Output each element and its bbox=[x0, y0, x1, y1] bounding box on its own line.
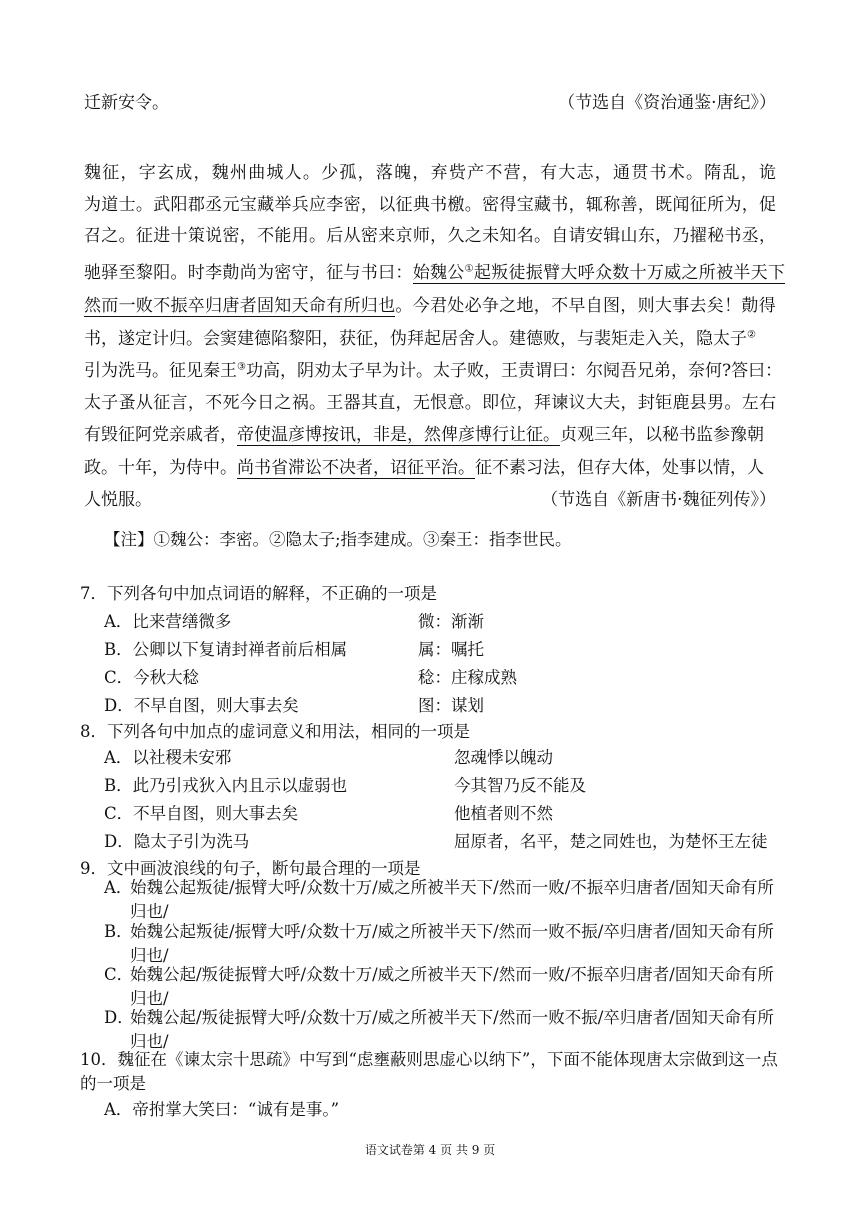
underlined-sentence: 帝使温彦博按讯，非是，然俾彦博行让征。 bbox=[237, 425, 560, 445]
passage-text: 书，遂定计归。会窦建德陷黎阳，获征，伪拜起居舍人。建德败，与裴矩走入关，隐太子 bbox=[84, 329, 747, 349]
page-footer: 语文试卷第 4 页 共 9 页 bbox=[364, 1143, 496, 1157]
q8-option-b-pair: 今其智乃反不能及 bbox=[454, 776, 586, 795]
q9-option-c bbox=[104, 963, 776, 1011]
underlined-sentence: 尚书省滞讼不决者，诏征平治。 bbox=[237, 458, 475, 478]
source-citation-2: （节选自《新唐书·魏征列传》） bbox=[541, 490, 776, 510]
passage-end-text: 迁新安令。 bbox=[84, 93, 169, 113]
passage-text: 政。十年，为侍中。 bbox=[84, 458, 237, 478]
passage-line bbox=[84, 420, 776, 445]
passage-line: 为道士。武阳郡丞元宝藏举兵应李密，以征典书檄。密得宝藏书，辄称善，既闻征所为，促 bbox=[84, 195, 776, 215]
question-10-stem: 10．魏征在《谏太宗十思疏》中写到“虑壅蔽则思虚心以纳下”，下面不能体现唐太宗做到这一点的一项是 bbox=[80, 1050, 778, 1093]
passage-line bbox=[84, 453, 776, 478]
wavy-sentence-part: 起叛徒振臂大呼众数十万威之所被半天下 bbox=[473, 263, 786, 283]
passage-text: 贞观三年，以秘书监参豫朝 bbox=[560, 425, 764, 445]
q7-option-d: D．不早自图，则大事去矣 bbox=[104, 696, 299, 715]
wavy-sentence-part: 然而一败不振卒归唐者固知天命有所归也 bbox=[84, 296, 396, 316]
q9-option-b bbox=[104, 920, 776, 968]
q8-option-b: B．此乃引戎狄入内且示以虚弱也 bbox=[104, 776, 348, 795]
passage-line: 太子蚤从征言，不死今日之祸。王器其直，无恨意。即位，拜谏议大夫，封钜鹿县男。左右 bbox=[84, 393, 776, 413]
option-label: D． bbox=[104, 1008, 134, 1027]
q7-option-c: C．今秋大稔 bbox=[104, 668, 200, 687]
passage-line bbox=[84, 356, 783, 381]
passage-text: 功高，阴劝太子早为计。太子败，王责谓曰：尔阋吾兄弟，奈何?答曰： bbox=[245, 361, 783, 381]
q10-option-a: A．帝拊掌大笑曰：“诚有是事。” bbox=[104, 1100, 340, 1119]
passage-end-line bbox=[84, 485, 776, 510]
passage-text: 人悦服。 bbox=[84, 490, 152, 510]
q8-option-a-pair: 忽魂悸以魄动 bbox=[454, 748, 553, 767]
passage-line bbox=[84, 291, 776, 316]
footnote-marker: ② bbox=[747, 329, 756, 341]
option-label: A． bbox=[104, 878, 133, 897]
passage-line: 魏征，字玄成，魏州曲城人。少孤，落魄，弃赀产不营，有大志，通贯书术。隋乱，诡 bbox=[84, 163, 776, 183]
q7-option-d-gloss: 图：谋划 bbox=[418, 696, 484, 715]
wavy-sentence bbox=[413, 263, 786, 284]
q8-option-c: C．不早自图，则大事去矣 bbox=[104, 804, 299, 823]
q8-option-d-pair: 屈原者，名平，楚之同姓也，为楚怀王左徒 bbox=[454, 832, 768, 851]
q8-option-d: D．隐太子引为洗马 bbox=[104, 832, 250, 851]
option-label: C． bbox=[104, 965, 134, 984]
q7-option-a: A．比来营缮微多 bbox=[104, 612, 232, 631]
question-7-stem: 7．下列各句中加点词语的解释，不正确的一项是 bbox=[80, 584, 437, 603]
passage-line bbox=[84, 324, 776, 349]
footnote: 【注】①魏公：李密。②隐太子;指李建成。③秦王：指李世民。 bbox=[104, 530, 572, 549]
passage-text: 驰驿至黎阳。时李勣尚为密守，征与书曰： bbox=[84, 263, 413, 283]
q7-option-b: B．公卿以下复请封禅者前后相属 bbox=[104, 640, 348, 659]
passage-text: 引为洗马。征见秦王 bbox=[84, 361, 237, 381]
source-citation-1: （节选自《资治通鉴·唐纪》） bbox=[558, 93, 776, 113]
option-text: 始魏公起/叛徒振臂大呼/众数十万/威之所被半天下/然而一败/不振卒归唐者/固知天命有所归也/ bbox=[130, 965, 774, 1008]
q8-option-a: A．以社稷未安邪 bbox=[104, 748, 232, 767]
option-text: 始魏公起叛徒/振臂大呼/众数十万/威之所被半天下/然而一败不振/卒归唐者/固知天命有所归也/ bbox=[130, 922, 774, 965]
footnote-marker: ① bbox=[464, 263, 474, 275]
option-label: B． bbox=[104, 922, 133, 941]
q7-option-b-gloss: 属：嘱托 bbox=[418, 640, 484, 659]
passage-line bbox=[84, 258, 786, 283]
passage-text: 征不素习法，但存大体，处事以情，人 bbox=[475, 458, 764, 478]
passage-text: 有毁征阿党亲戚者， bbox=[84, 425, 237, 445]
q7-option-a-gloss: 微：渐渐 bbox=[418, 612, 484, 631]
passage-end-line bbox=[84, 88, 776, 113]
option-text: 始魏公起叛徒/振臂大呼/众数十万/威之所被半天下/然而一败/不振卒归唐者/固知天命有所归也/ bbox=[130, 878, 774, 921]
question-9-stem: 9．文中画波浪线的句子，断句最合理的一项是 bbox=[80, 859, 421, 878]
q7-option-c-gloss: 稔：庄稼成熟 bbox=[418, 668, 517, 687]
q9-option-a bbox=[104, 876, 776, 924]
q8-option-c-pair: 他植者则不然 bbox=[454, 804, 553, 823]
passage-text: 。今君处必争之地，不早自图，则大事去矣！勣得 bbox=[395, 296, 777, 316]
wavy-sentence-part: 始魏公 bbox=[412, 263, 465, 283]
q9-option-d bbox=[104, 1006, 776, 1054]
option-text: 始魏公起/叛徒振臂大呼/众数十万/威之所被半天下/然而一败不振/卒归唐者/固知天命有所归也/ bbox=[130, 1008, 774, 1051]
question-8-stem: 8．下列各句中加点的虚词意义和用法，相同的一项是 bbox=[80, 722, 470, 741]
footnote-marker: ③ bbox=[237, 361, 246, 373]
passage-line: 召之。征进十策说密，不能用。后从密来京师，久之未知名。自请安辑山东，乃擢秘书丞， bbox=[84, 226, 776, 246]
